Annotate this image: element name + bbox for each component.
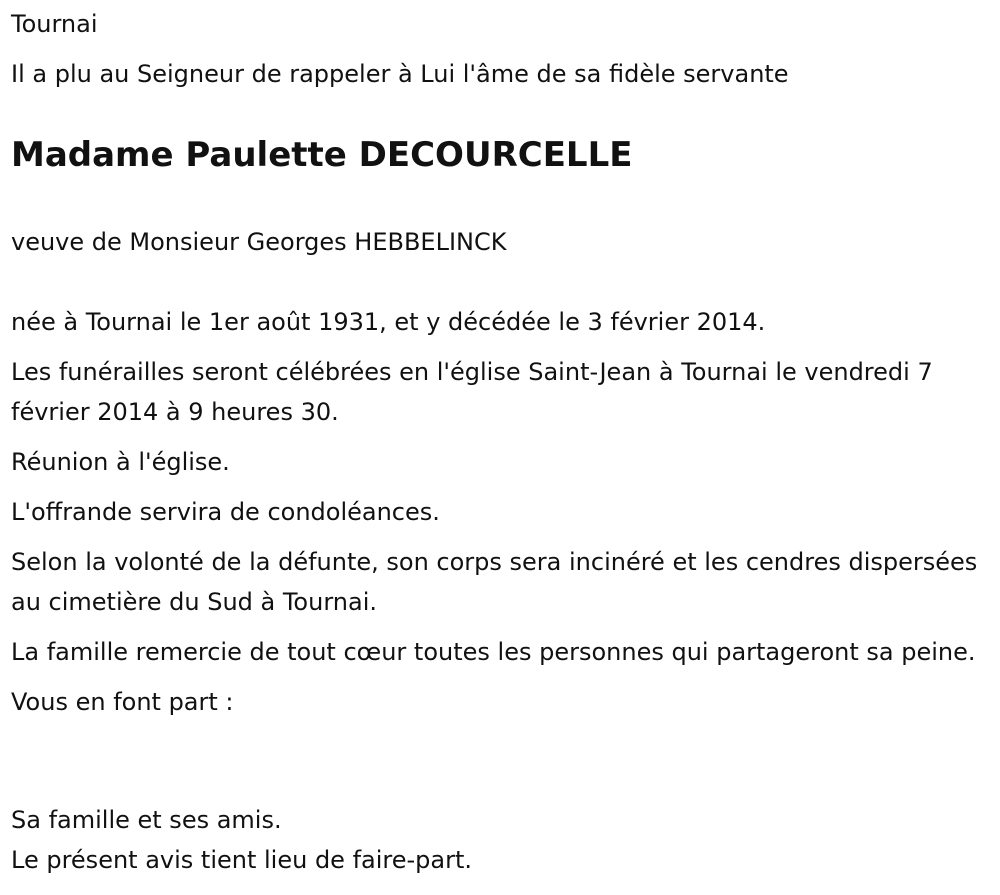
closing-line: Le présent avis tient lieu de faire-part. bbox=[11, 846, 473, 874]
thanks-paragraph: La famille remercie de tout cœur toutes les personnes qui partageront sa peine. bbox=[11, 638, 976, 666]
birth-death-paragraph: née à Tournai le 1er août 1931, et y décédée le 3 février 2014. bbox=[11, 308, 766, 336]
widow-of-line: veuve de Monsieur Georges HEBBELINCK bbox=[11, 228, 507, 256]
cremation-paragraph: Selon la volonté de la défunte, son corps sera incinéré et les cendres dispersées au cimetière du Sud à Tournai. bbox=[11, 548, 978, 616]
deceased-name: Madame Paulette DECOURCELLE bbox=[11, 135, 633, 175]
notice-city: Tournai bbox=[11, 10, 98, 38]
announce-paragraph: Vous en font part : bbox=[11, 688, 234, 716]
signatories-line: Sa famille et ses amis. bbox=[11, 806, 282, 834]
gathering-paragraph: Réunion à l'église. bbox=[11, 448, 230, 476]
notice-intro: Il a plu au Seigneur de rappeler à Lui l'âme de sa fidèle servante bbox=[11, 60, 789, 88]
funeral-paragraph: Les funérailles seront célébrées en l'église Saint-Jean à Tournai le vendredi 7 février 2014 à 9 heures 30. bbox=[11, 358, 933, 426]
offering-paragraph: L'offrande servira de condoléances. bbox=[11, 498, 440, 526]
notice-body bbox=[11, 302, 986, 732]
